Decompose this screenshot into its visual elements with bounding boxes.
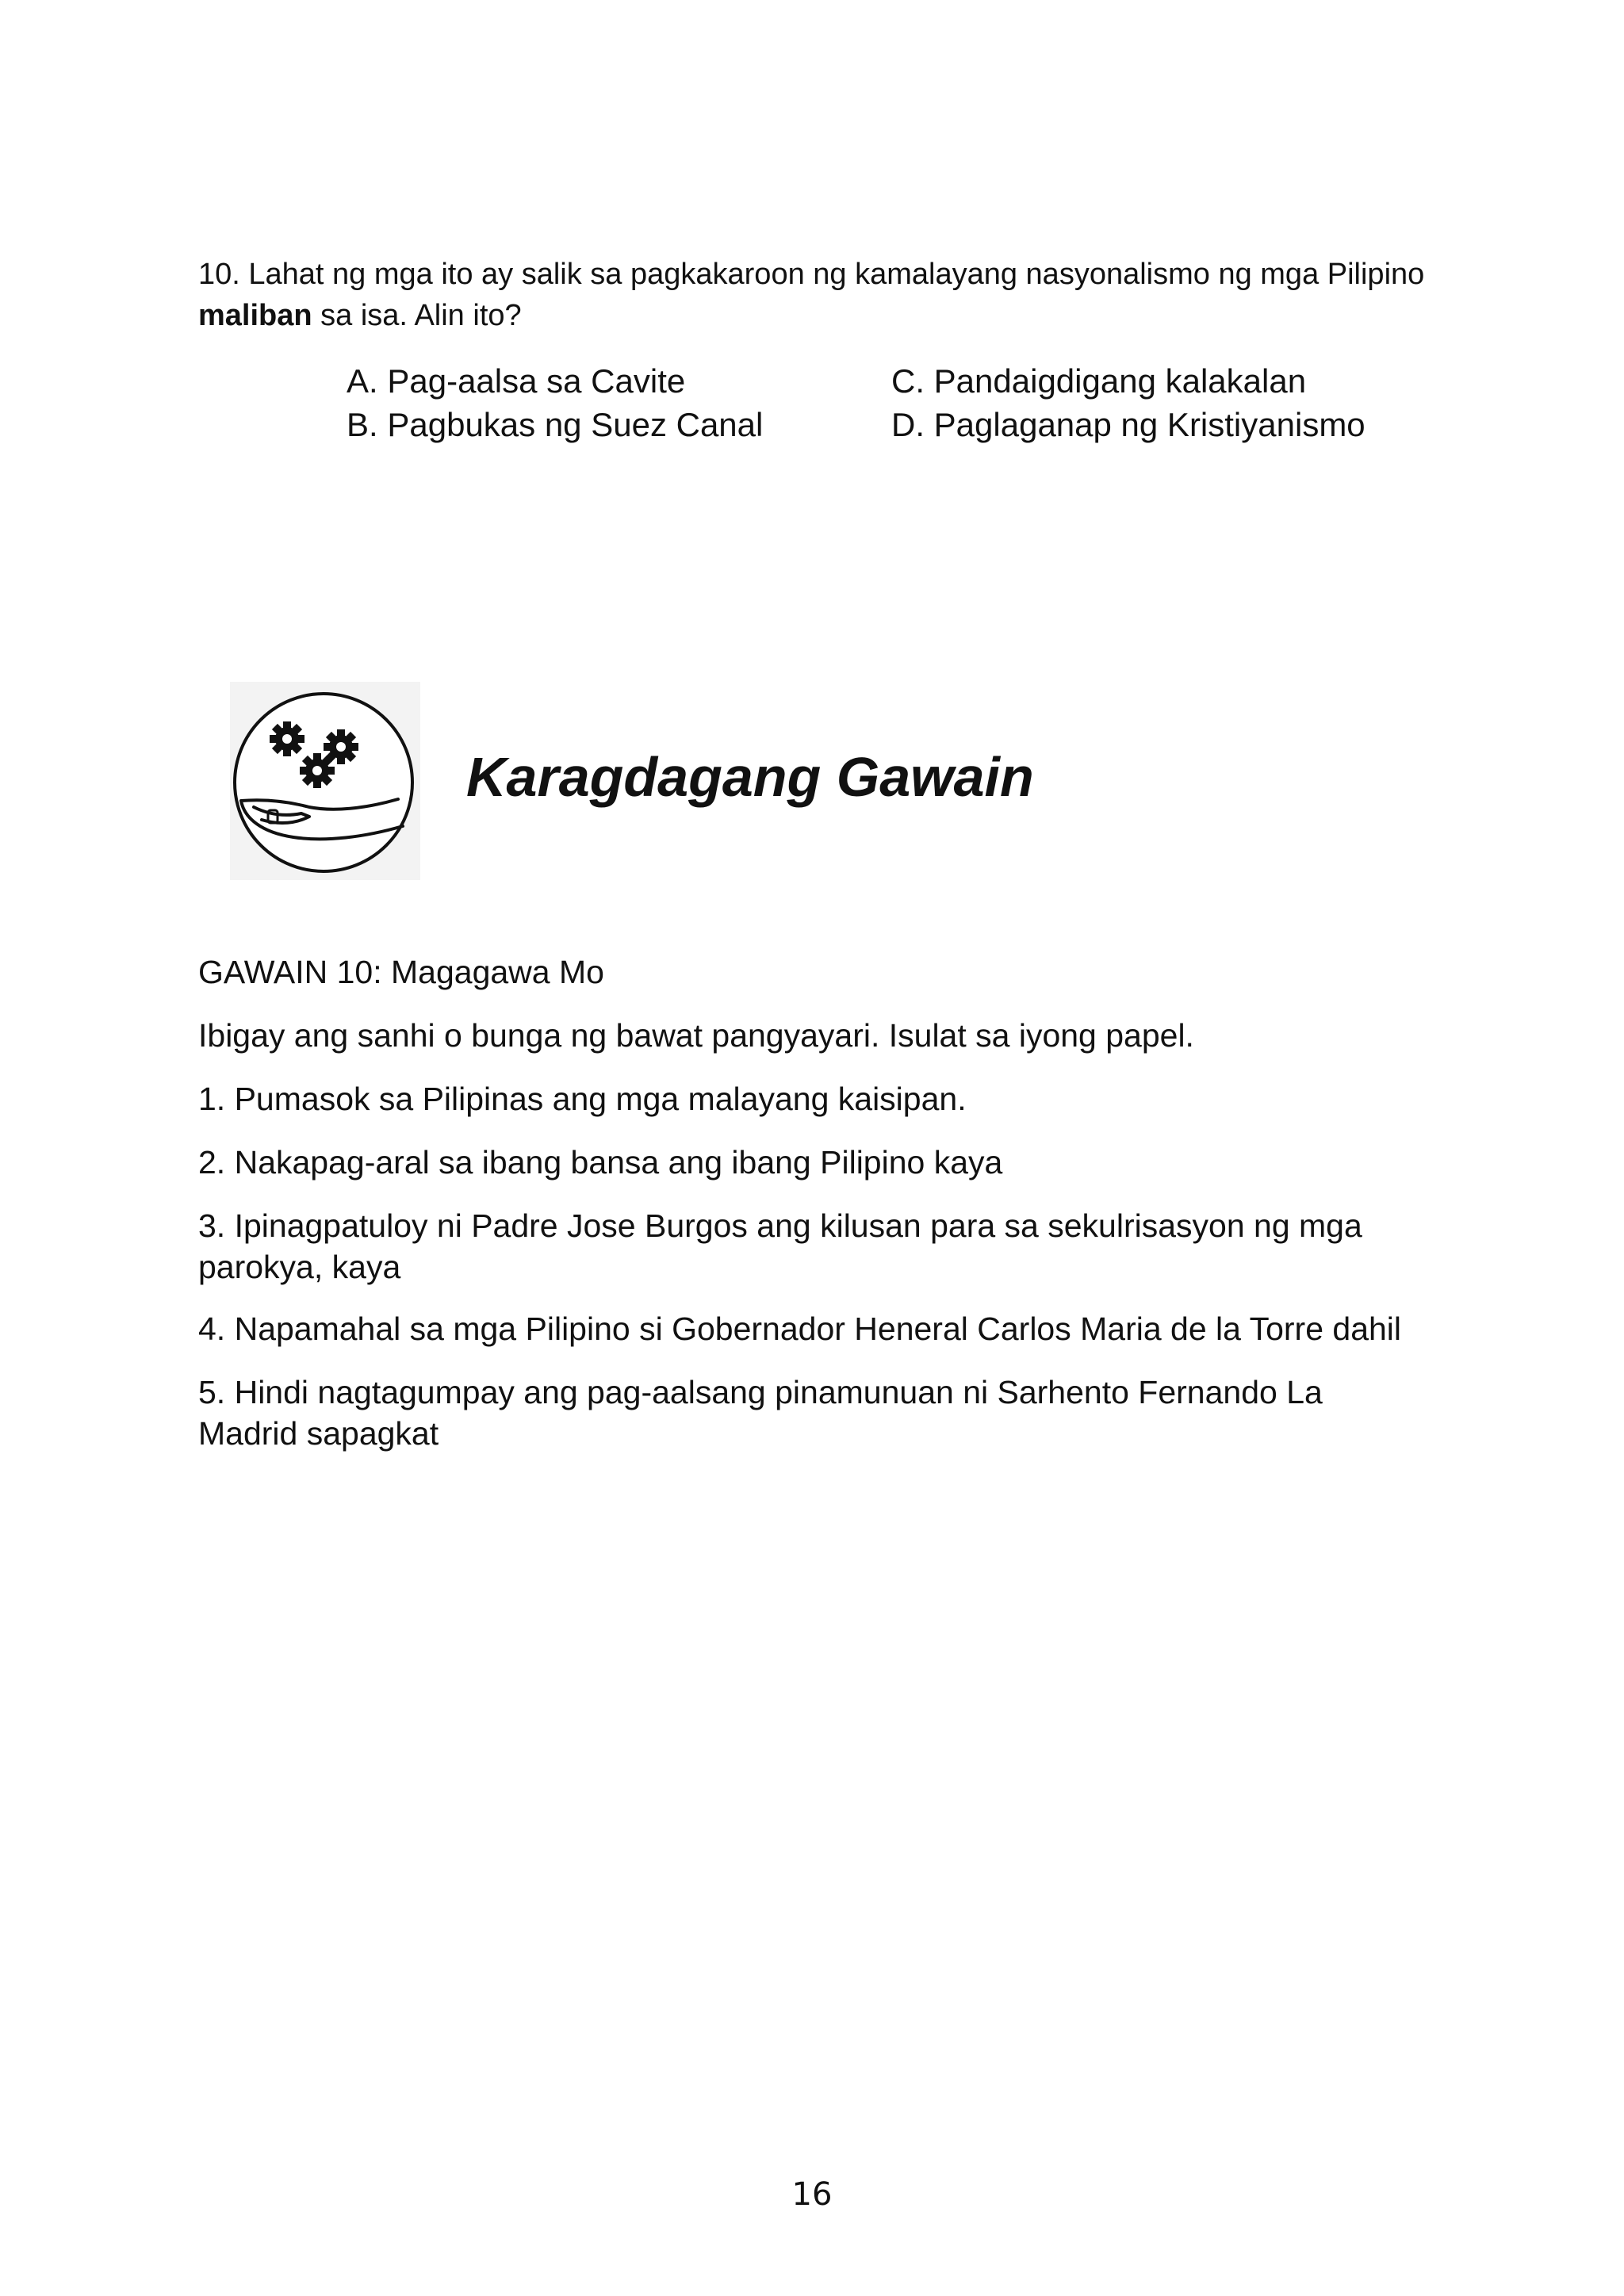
gears-in-hand-icon	[230, 682, 420, 880]
choice-b: B. Pagbukas ng Suez Canal	[347, 406, 764, 443]
question-text-part1: 10. Lahat ng mga ito ay salik sa pagkakaroon ng kamalayang nasyonalismo ng mga Pilipino	[198, 258, 1425, 291]
choice-d: D. Paglaganap ng Kristiyanismo	[891, 406, 1365, 443]
section-title: Karagdagang Gawain	[466, 746, 1034, 808]
question-text-part2: sa isa. Alin ito?	[312, 299, 522, 332]
activity-item-5: 5. Hindi nagtagumpay ang pag-aalsang pinamunuan ni Sarhento Fernando La Madrid sapagkat	[198, 1374, 1323, 1452]
activity-item-3: 3. Ipinagpatuloy ni Padre Jose Burgos ang kilusan para sa sekulrisasyon ng mga parokya, kaya	[198, 1207, 1362, 1285]
choice-a: A. Pag-aalsa sa Cavite	[347, 362, 686, 400]
question-bold-word: maliban	[198, 299, 312, 332]
page-number: 16	[791, 2176, 833, 2213]
choice-c: C. Pandaigdigang kalakalan	[891, 362, 1307, 400]
activity-item-4: 4. Napamahal sa mga Pilipino si Gobernador Heneral Carlos Maria de la Torre dahil	[198, 1311, 1402, 1347]
activity-item-1: 1. Pumasok sa Pilipinas ang mga malayang kaisipan.	[198, 1081, 967, 1117]
activity-heading: GAWAIN 10: Magagawa Mo	[198, 954, 604, 990]
activity-instruction: Ibigay ang sanhi o bunga ng bawat pangyayari. Isulat sa iyong papel.	[198, 1017, 1194, 1054]
question-10-text	[198, 254, 1451, 336]
activity-item-2: 2. Nakapag-aral sa ibang bansa ang ibang Pilipino kaya	[198, 1144, 1003, 1181]
